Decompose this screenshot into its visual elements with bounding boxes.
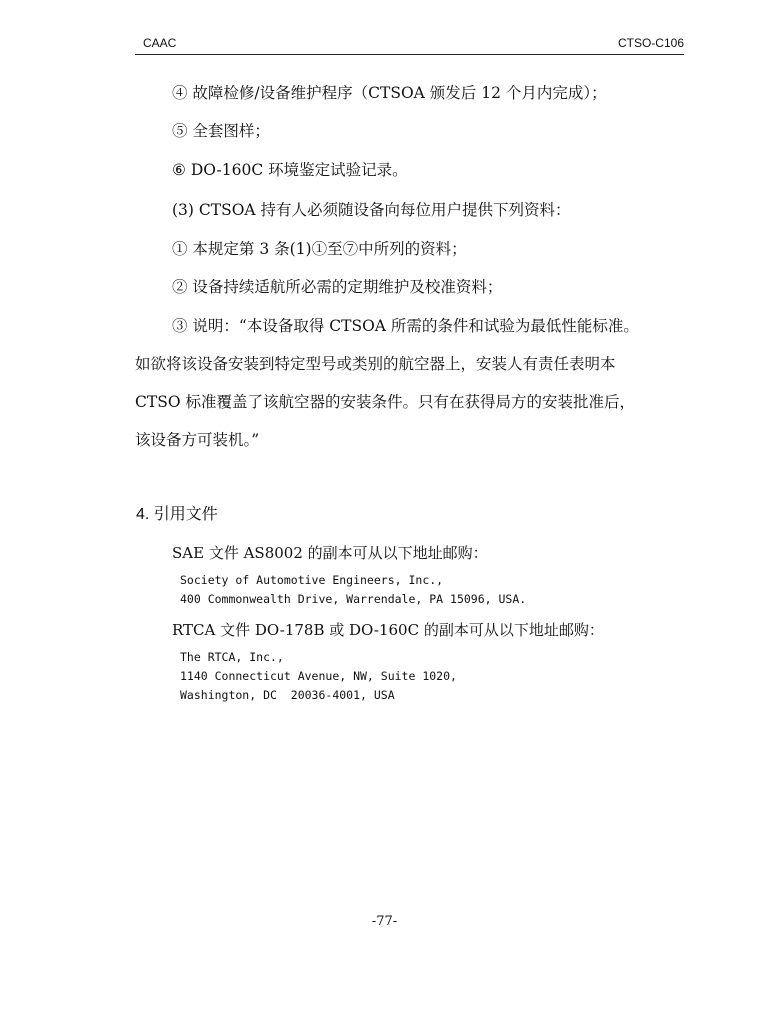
sae-address-line-1: Society of Automotive Engineers, Inc., bbox=[180, 573, 444, 587]
note-line-1: ③ 说明：“本设备取得 CTSOA 所需的条件和试验为最低性能标准。 bbox=[172, 317, 639, 335]
item-drawings: ⑤ 全套图样； bbox=[172, 122, 270, 140]
item-env-test: ⑥ DO-160C 环境鉴定试验记录。 bbox=[172, 161, 408, 179]
page-header bbox=[135, 36, 684, 55]
sae-intro: SAE 文件 AS8002 的副本可从以下地址邮购： bbox=[172, 544, 488, 562]
note-line-3: CTSO 标准覆盖了该航空器的安装条件。只有在获得局方的安装批准后， bbox=[135, 393, 635, 411]
item-3-2: ② 设备持续适航所必需的定期维护及校准资料； bbox=[172, 278, 503, 296]
section-4-heading: 4. 引用文件 bbox=[136, 506, 218, 523]
sae-address-line-2: 400 Commonwealth Drive, Warrendale, PA 15096, USA. bbox=[180, 592, 527, 606]
rtca-intro: RTCA 文件 DO-178B 或 DO-160C 的副本可从以下地址邮购： bbox=[172, 621, 604, 639]
header-doc-id: CTSO-C106 bbox=[617, 36, 684, 50]
rtca-address-line-3: Washington, DC 20036-4001, USA bbox=[180, 688, 395, 702]
note-line-4: 该设备方可装机。” bbox=[135, 431, 260, 449]
note-line-2: 如欲将该设备安装到特定型号或类别的航空器上，安装人有责任表明本 bbox=[135, 355, 616, 373]
item-3-1: ① 本规定第 3 条(1)①至⑦中所列的资料； bbox=[172, 240, 467, 258]
item-troubleshooting: ④ 故障检修/设备维护程序（CTSOA 颁发后 12 个月内完成）； bbox=[172, 84, 607, 102]
rtca-address-line-2: 1140 Connecticut Avenue, NW, Suite 1020, bbox=[180, 669, 457, 683]
rtca-address-line-1: The RTCA, Inc., bbox=[180, 650, 284, 664]
header-org: CAAC bbox=[143, 36, 177, 50]
page-number: -77- bbox=[371, 914, 398, 929]
paragraph-3: (3) CTSOA 持有人必须随设备向每位用户提供下列资料： bbox=[172, 201, 571, 219]
